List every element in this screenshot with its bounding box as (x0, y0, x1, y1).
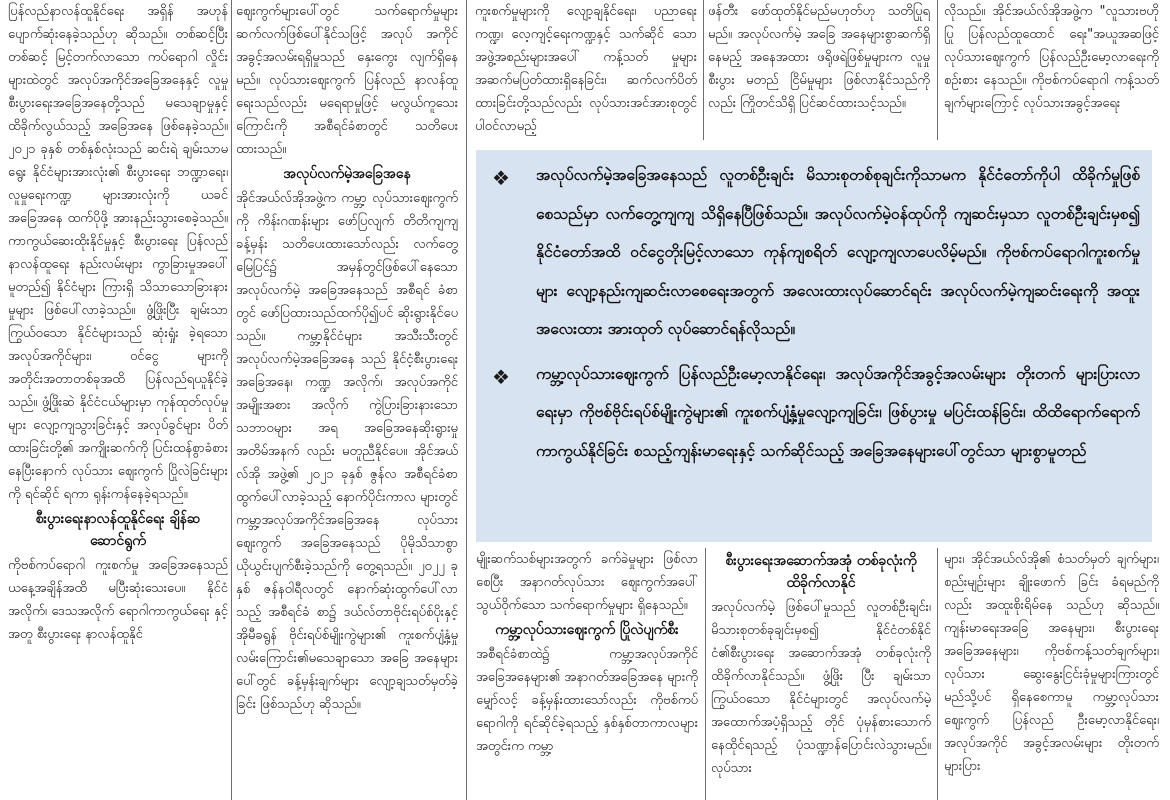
paragraph: အိုင်အယ်လ်အိုအဖွဲ့က ကမ္ဘာ့ လုပ်သားဈေးကွက်ကို ကိန်းဂဏန်းများ ဖော်ပြလျက် တိတိကျကျ ခန့်မှန်း သတိပေးထားသော်လည်း လက်တွေ့ မြေပြင်၌ အမှန်တွင်ဖြစ်ပေါ်နေသော အလုပ်လက်မဲ့ အခြေအနေသည် အစီရင် ခံစာတွင် ဖော်ပြထားသည်ထက်ပို၍ပင် ဆိုးရွားနိုင်ပေသည်။ ကမ္ဘာ့နိုင်ငံများ အသီးသီးတွင် အလုပ်လက်မဲ့အခြေအနေ သည် နိုင်ငံ့စီးပွားရေးအခြေအနေ၊ ကဏ္ဍ အလိုက်၊ အလုပ်အကိုင် အမျိုးအစား အလိုက် ကွဲပြားခြားနားသော သဘာဝများ အရ အခြေအနေဆိုးရွားမှု အတိမ်အနက် လည်း မတူညီနိုင်ပေ။ အိုင်အယ်လ်အို အဖွဲ့၏ ၂၀၂၁ ခုနှစ် ဇွန်လ အစီရင်ခံစာ ထွက်ပေါ်လာခဲ့သည့် နောက်ပိုင်းကာလ များတွင် ကမ္ဘာ့အလုပ်အကိုင်အခြေအနေ လုပ်သားဈေးကွက် အခြေအနေသည် ပိုမိုသိသာစွာ ယိုယွင်းပျက်စီးခဲ့သည်ကို တွေ့ရသည်။ ၂၀၂၂ ခုနှစ် ဇန်နဝါရီလတွင် နောက်ဆုံးထွက်ပေါ်လာသည့် အစီရင်ခံ စာ၌ ဒယ်လ်တာဗိုင်းရပ်စ်ပိုးနှင့် အိုမီခရွန် ဗိုင်းရပ်စ်မျိုးကွဲများ၏ ကူးစက်ပျံ့နှံ့မှု လမ်းကြောင်း၏မသေချာသော အခြေ အနေများပေါ်တွင် ခန့်မှန်းချက်များ လျော့ချသတ်မှတ်ခဲ့ခြင်း ဖြစ်သည်ဟု ဆိုသည်။ (236, 191, 458, 712)
section-heading: စီးပွားရေးနာလန်ထူနိုင်ရေး ချိန်ဆဆောင်ရွက် (35, 511, 201, 549)
paragraph: အလုပ်လက်မဲ့ ဖြစ်ပေါ်မှုသည် လူတစ်ဦးချင်း၊ မိသားစုတစ်ခုချင်းမှစ၍ နိုင်ငံတစ်နိုင်ငံ၏စီးပွားရေး အဆောက်အအုံ တစ်ခုလုံးကို ထိခိုက်လာနိုင်သည်။ ဖွံ့ဖြိုး ပြီး ချမ်းသာကြွယ်ဝသော နိုင်ငံများတွင် အလုပ်လက်မဲ့ အထောက်အပံ့ရှိသည့် တိုင် ပုံမှန်စားသောက်နေထိုင်ရသည့် ပုံသဏ္ဍာန်ပြောင်းလဲသွားမည်။ လုပ်သား (711, 600, 931, 776)
article-column-2 (236, 0, 458, 800)
highlight-box (476, 150, 1152, 542)
article-column-4-bottom (711, 548, 931, 800)
highlight-item (486, 355, 1140, 471)
column-rule (703, 0, 704, 140)
section-heading: စီးပွားရေးအဆောက်အအုံ တစ်ခုလုံးကို ထိခိုက်လာနိုင် (725, 553, 917, 591)
highlight-text: အလုပ်လက်မဲ့အခြေအနေသည် လူတစ်ဦးချင်း မိသားစုတစ်စုချင်းကိုသာမက နိုင်ငံတော်ကိုပါ ထိခိုက်မှုဖြစ်စေသည်မှာ လက်တွေ့ကျကျ သိရှိနေပြီဖြစ်သည်။ အလုပ်လက်မဲ့ဝန်ထုပ်ကို ကျဆင်းမှသာ လူတစ်ဦးချင်းမှစ၍ နိုင်ငံတော်အထိ ဝင်ငွေတိုးမြင့်လာသော ကုန်ကျစရိတ် လျော့ကျလာပေလိမ့်မည်။ ကိုဗစ်ကပ်ရောဂါကူးစက်မှုများ လျော့နည်းကျဆင်းလာစေရေးအတွက် အလေးထားလုပ်ဆောင်ရင်း အလုပ်လက်မဲ့ကျဆင်းရေးကို အထူးအလေးထား အားထုတ် လုပ်ဆောင်ရန်လိုသည်။ (536, 166, 1140, 338)
paragraph: ဖန်တီး ဖော်ထုတ်နိုင်မည်မဟုတ်ဟု သတိပြုရမည်။ အလုပ်လက်မဲ့ အခြေ အနေများစွာဆက်ရှိနေမည့် အနေအထား ဖရိုဖရဲဖြစ်မှုများက လူမှုစီးပွား မတည် ငြိမ်မှုများ ဖြစ်လာနိုင်သည်ကိုလည်း ကြိုတင်သိရှိ ပြင်ဆင်ထားသင့်သည်။ (708, 4, 930, 111)
paragraph: ကူးစက်မှုများကို လျော့ချနိုင်ရေး၊ ပညာရေး ကဏ္ဍ၊ လေ့ကျင့်ရေးကဏ္ဍနှင့် သက်ဆိုင် သော အဖွဲ့အစည်းများအပေါ် ကန့်သတ် မှုများ အဆက်မပြတ်ထားရှိနေခြင်း၊ ဆက်လက်ပိတ်ထားခြင်းတို့သည်လည်း လုပ်သားအင်အားစုတွင် ပါဝင်လာမည့် (475, 4, 697, 134)
highlight-item (486, 156, 1140, 349)
column-rule (937, 548, 938, 800)
article-column-5-top (944, 0, 1159, 140)
article-column-3-top (475, 0, 697, 140)
article-column-3-bottom (476, 548, 698, 800)
paragraph: ပြန်လည်နာလန်ထူနိုင်ရေး အရှိန် အဟုန် ပျောက်ဆုံးနေခဲ့သည်ဟု ဆိုသည်။ တစ်ဆင့်ပြီးတစ်ဆင့် မြင့်တက်လာသော ကပ်ရောဂါ လှိုင်းများထဲတွင် အလုပ်အကိုင်အခြေအနေနှင့် လူမှုစီးပွားရေးအခြေအနေတို့သည် မသေချာမှုနှင့် ထိခိုက်လွယ်သည့် အခြေအနေ ဖြစ်နေခဲ့သည်။ ၂၀၂၁ ခုနှစ် တစ်နှစ်လုံးသည် ဆင်းရဲ ချမ်းသာမရွေး နိုင်ငံများအားလုံး၏ စီးပွားရေး ဘဏ္ဍာရေး၊ လူမှုရေးကဏ္ဍ များအားလုံးကို ယခင်အခြေအနေ ထက်ပိုဖို့ အားနည်းသွားစေခဲ့သည်။ ကာကွယ်ဆေးထိုးနိုင်မှုနှင့် စီးပွားရေး ပြန်လည်နာလန်ထူရေး နည်းလမ်းများ ကွာခြားမှုအပေါ်မူတည်၍ နိုင်ငံများ ကြားရှိ သိသာသောခြားနားမှုများ ဖြစ်ပေါ်လာခဲ့သည်။ ဖွံ့ဖြိုးပြီး ချမ်းသာ ကြွယ်ဝသော နိုင်ငံများသည် ဆုံးရှုံး ခဲ့ရသော အလုပ်အကိုင်များ၊ ဝင်ငွေ များကို အတိုင်းအတာတစ်ခုအထိ ပြန်လည်ရယူနိုင်ခဲ့သည်။ ဖွံ့ဖြိုးဆဲ နိုင်ငံငယ်များမှာ ကုန်ထုတ်လုပ်မှုများ လျော့ကျသွားခြင်းနှင့် အလုပ်ခွင်များ ပိတ်ထားခြင်းတို့၏ အကျိုးဆက်ကို ပြင်းထန်စွာခံစားနေပြီးနောက် လုပ်သား ဈေးကွက် ပြိုလဲခြင်းများကို ရင်ဆိုင် ရကာ ရုန်းကန်နေခဲ့ရသည်။ (8, 4, 228, 502)
paragraph: ဈေးကွက်များပေါ်တွင် သက်ရောက်မှုများ ဆက်လက်ဖြစ်ပေါ်နိုင်သဖြင့် အလုပ် အကိုင်အခွင့်အလမ်းရရှိမှုသည် နှေးကွေး လျက်ရှိနေမည်။ လုပ်သားဈေးကွက် ပြန်လည် နာလန်ထူရေးသည်လည်း မရေရာမှုဖြင့် မလွယ်ကူသေးကြောင်းကို အစီရင်ခံစာတွင် သတိပေးထားသည်။ (236, 4, 458, 157)
article-column-4-top (708, 0, 930, 140)
section-heading: အလုပ်လက်မဲ့အခြေအနေ (283, 166, 411, 182)
section-heading: ကမ္ဘာ့လုပ်သားဈေးကွက် ပြိုလဲပျက်စီး (495, 622, 679, 638)
paragraph: အစီရင်ခံစာထဲ၌ ကမ္ဘာ့အလုပ်အကိုင် အခြေအနေများ၏ အနာဂတ်အခြေအနေ များကို မျှော်လင့် ခန့်မှန်းထားသော်လည်း ကိုဗစ်ကပ်ရောဂါကို ရင်ဆိုင်ခဲ့ရသည့် နှစ်နှစ်တာကာလများအတွင်းက ကမ္ဘာ့ (476, 647, 698, 754)
article-column-1 (8, 0, 228, 800)
column-rule (466, 0, 467, 800)
highlight-text: ကမ္ဘာ့လုပ်သားဈေးကွက် ပြန်လည်ဦးမော့လာနိုင်ရေး၊ အလုပ်အကိုင်အခွင့်အလမ်းများ တိုးတက် များပြားလာရေးမှာ ကိုဗစ်ဗိုင်းရပ်စ်မျိုးကွဲများ၏ ကူးစက်ပျံ့နှံ့မှုလျော့ကျခြင်း၊ ဖြစ်ပွားမှု မပြင်းထန်ခြင်း၊ ထိထိရောက်ရောက် ကာကွယ်နိုင်ခြင်း စသည့်ကျန်းမာရေးနှင့် သက်ဆိုင်သည့် အခြေအနေများပေါ်တွင်သာ များစွာမူတည် (536, 364, 1140, 460)
diamond-bullet-icon: ❖ (492, 364, 510, 389)
paragraph: လိုသည်။ အိုင်အယ်လ်အိုအဖွဲ့က "လူသားဗဟိုပြု ပြန်လည်ထူထောင် ရေး"အယူအဆဖြင့် လုပ်သားဈေးကွက် ပြန်လည်ဦးမော့လာရေးကို စဉ်းစား နေသည်။ ကိုဗစ်ကပ်ရောဂါ ကန့်သတ် ချက်များကြောင့် လုပ်သားအခွင့်အရေး (944, 4, 1159, 111)
paragraph: များ၊ အိုင်အယ်လ်အို၏ စံသတ်မှတ် ချက်များ၊ စည်းမျဉ်းများ ချိုးဖောက် ခြင်း ခံရမည်ကိုလည်း အထူးစိုးရိမ်နေ သည်ဟု ဆိုသည်။ ကျန်းမာရေးအခြေ အနေများ၊ စီးပွားရေးအခြေအနေများ၊ ကိုဗစ်ကန့်သတ်ချက်များ၊ လုပ်သား ဆွေးနွေးငြင်းခုံမှုများကြားတွင် မည်သို့ပင် ရှိနေစေကာမူ ကမ္ဘာ့လုပ်သားဈေးကွက် ပြန်လည် ဦးမော့လာနိုင်ရေး၊ အလုပ်အကိုင် အခွင့်အလမ်းများ တိုးတက်များပြား (944, 552, 1159, 774)
article-column-5-bottom (944, 548, 1159, 800)
diamond-bullet-icon: ❖ (492, 166, 510, 190)
paragraph: မျိုးဆက်သစ်များအတွက် ခက်ခဲမှုများ ဖြစ်လာစေပြီး အနာဂတ်လုပ်သား ဈေးကွက်အပေါ် သွယ်ဝိုက်သော သက်ရောက်မှုများ ရှိနေသည်။ (476, 552, 698, 613)
column-rule (937, 0, 938, 140)
paragraph: ကိုဗစ်ကပ်ရောဂါ ကူးစက်မှု အခြေအနေသည် ယနေ့အချိန်အထိ မပြီးဆုံးသေးပေ။ နိုင်ငံအလိုက်၊ ဒေသအလိုက် ရောဂါကာကွယ်ရေး နှင့်အတူ စီးပွားရေး နာလန်ထူနိုင် (8, 558, 228, 642)
column-rule (231, 0, 232, 800)
column-rule (705, 548, 706, 800)
